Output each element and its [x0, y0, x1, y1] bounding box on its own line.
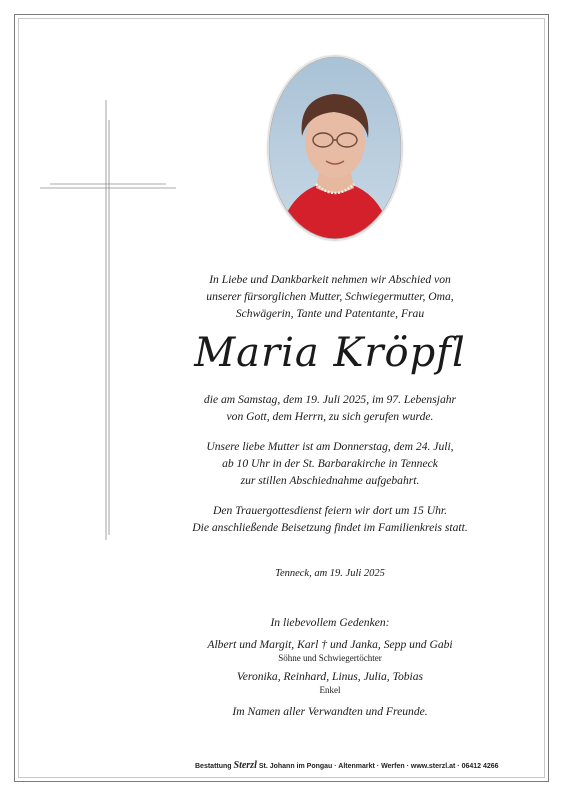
wake-text — [170, 438, 490, 489]
service-line: Den Trauergottesdienst feiern wir dort um 15 Uhr. — [212, 504, 448, 517]
death-line: die am Samstag, dem 19. Juli 2025, im 97. Lebensjahr — [203, 393, 457, 406]
service-line: Die anschließende Beisetzung findet im Familienkreis statt. — [192, 521, 468, 534]
intro-text — [170, 271, 490, 322]
family-grandchildren: Veronika, Reinhard, Linus, Julia, Tobias Enkel — [170, 668, 490, 696]
wake-line: ab 10 Uhr in der St. Barbarakirche in Tenneck — [222, 457, 438, 470]
intro-line: unserer fürsorglichen Mutter, Schwiegermutter, Oma, — [206, 290, 454, 303]
portrait-photo — [268, 56, 402, 240]
children-label: Söhne und Schwiegertöchter — [278, 653, 382, 663]
footer-prefix: Bestattung — [195, 763, 232, 770]
funeral-home-footer — [195, 760, 499, 771]
wake-line: Unsere liebe Mutter ist am Donnerstag, dem 24. Juli, — [206, 440, 454, 453]
intro-line: In Liebe und Dankbarkeit nehmen wir Abschied von — [209, 273, 451, 286]
wake-line: zur stillen Abschiednahme aufgebahrt. — [240, 474, 420, 487]
footer-brand: Sterzl — [233, 760, 257, 771]
intro-line: Schwägerin, Tante und Patentante, Frau — [235, 307, 425, 320]
death-text — [170, 391, 490, 425]
grandchildren-label: Enkel — [319, 685, 341, 695]
death-line: von Gott, dem Herrn, zu sich gerufen wurde. — [226, 410, 434, 423]
footer-rest: St. Johann im Pongau · Altenmarkt · Werfen · www.sterzl.at · 06412 4266 — [258, 763, 499, 770]
deceased-name: Maria Kröpfl — [194, 330, 466, 376]
place-date: Tenneck, am 19. Juli 2025 — [275, 568, 385, 579]
family-children: Albert und Margit, Karl † und Janka, Sepp und Gabi Söhne und Schwiegertöchter — [170, 636, 490, 664]
service-text — [170, 502, 490, 536]
memory-heading: In liebevollem Gedenken: — [270, 616, 390, 629]
cross-icon — [40, 100, 176, 540]
relatives-line: Im Namen aller Verwandten und Freunde. — [232, 705, 428, 718]
